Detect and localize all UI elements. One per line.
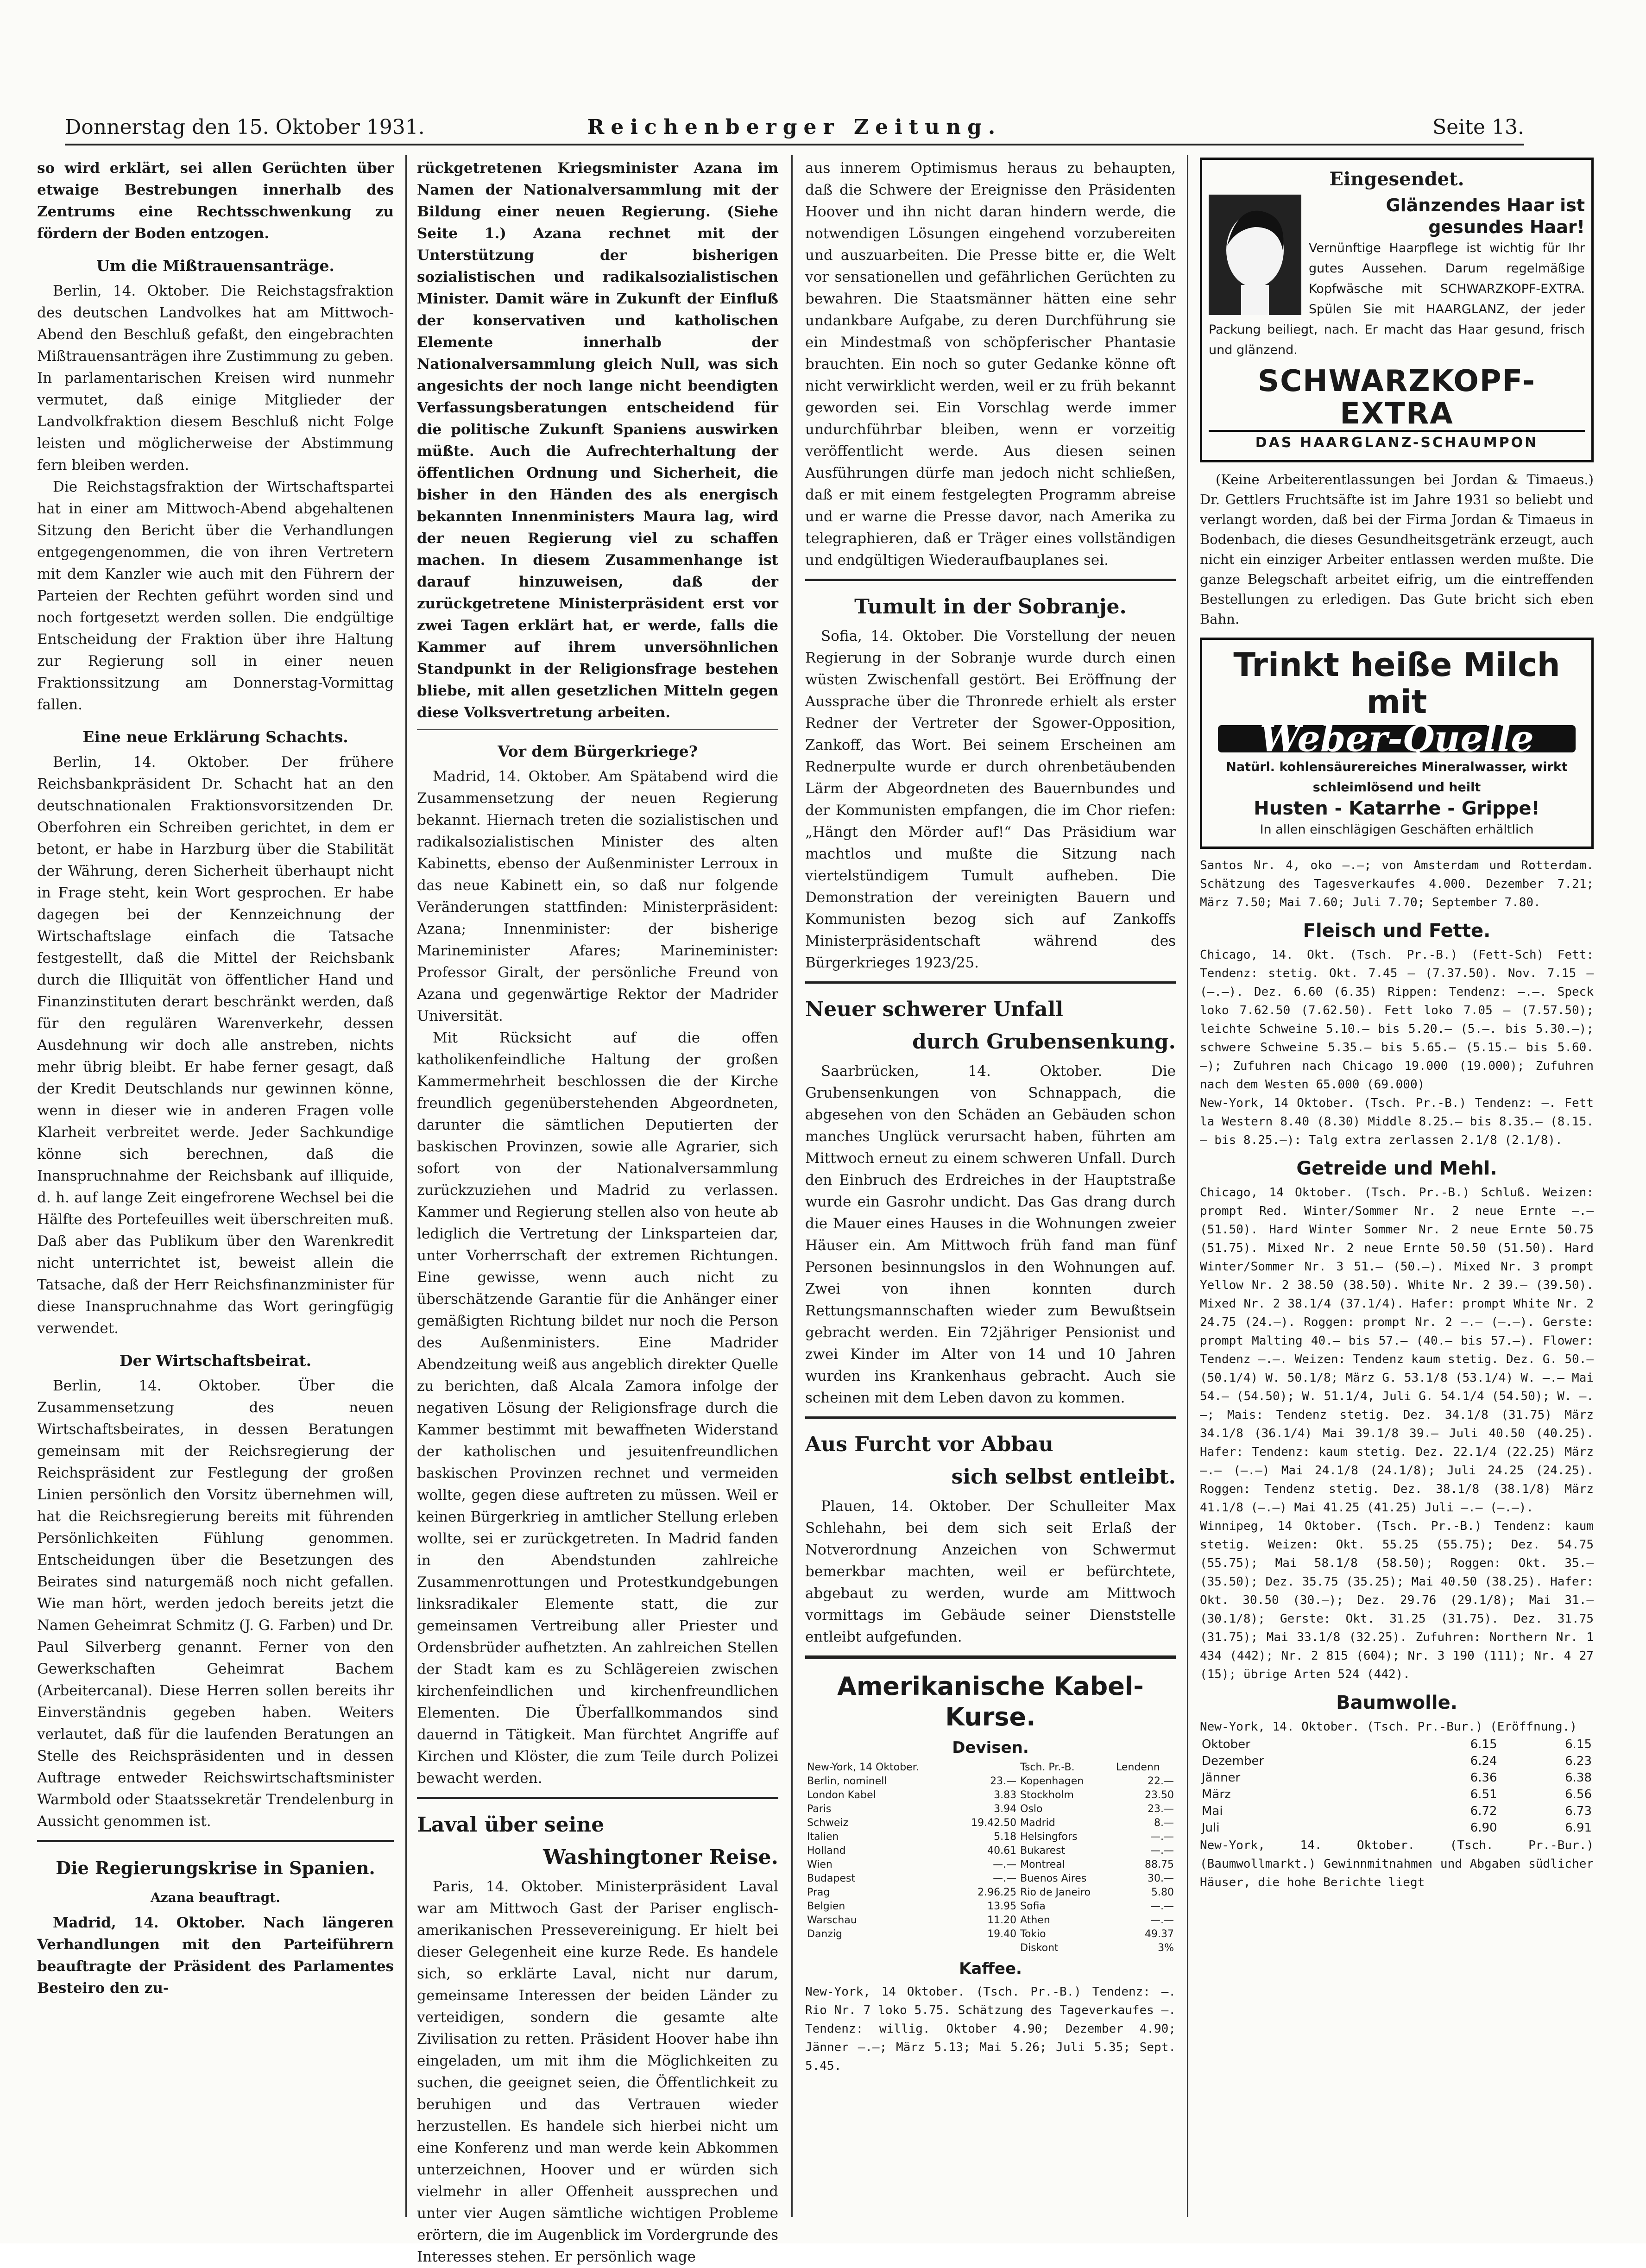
headline-abbau-1: Aus Furcht vor Abbau bbox=[805, 1433, 1053, 1456]
cell: 5.80 bbox=[1151, 1887, 1174, 1898]
section-baumwolle: Baumwolle. bbox=[1336, 1692, 1457, 1713]
cell bbox=[955, 1941, 1018, 1955]
cell: Juli bbox=[1202, 1821, 1220, 1835]
baumwolle-table bbox=[1200, 1736, 1594, 1836]
cell: 6.72 bbox=[1470, 1804, 1497, 1818]
table-row bbox=[805, 1941, 1176, 1955]
headline-laval-1: Laval über seine bbox=[417, 1813, 605, 1837]
cell: 6.56 bbox=[1565, 1788, 1592, 1801]
table-row bbox=[805, 1858, 1176, 1872]
market-report: Winnipeg, 14 Oktober. (Tsch. Pr.-B.) Tendenz: kaum stetig. Weizen: Okt. 55.25 (55.75); Dez. 54.75 (55.75); Mai 58.1/8 (58.50); Roggen: Okt. 35.— (35.50); Dez. 35.75 (35.25); Mai 40.50 (38.25). Hafer: Okt. 30.50 (30.—); Dez. 29.76 (29.1/8); Mai 31.— (30.1/8); Gerste: Okt. 31.25 (31.75). Dez. 31.75 (31.75); Mai 33.1/8 (32.25). Zufuhren: Northern Nr. 1 434 (442); Nr. 2 815 (604); Nr. 3 190 (111); Nr. 4 27 (15); übrige Arten 524 (442). bbox=[1200, 1519, 1594, 1681]
headline-wirtschaftsbeirat: Der Wirtschaftsbeirat. bbox=[119, 1352, 312, 1370]
cell: Schweiz bbox=[807, 1817, 849, 1829]
ad-label: Eingesendet. bbox=[1329, 168, 1464, 190]
paragraph: Berlin, 14. Oktober. Der frühere Reichsbankpräsident Dr. Schacht hat an den deutschnationalen Fraktionsvorsitzenden Dr. Oberfohren ein Schreiben gerichtet, in dem er betont, er habe in Harzburg über die Stabilität der Währung, deren Sicherheit überhaupt nicht in Frage steht, kein Wort gesprochen. Er habe dagegen bei der Kennzeichnung der Wirtschaftslage einfach die Tatsache festgestellt, daß die Mittel der Reichsbank durch die Illiquität von öffentlicher Hand und Finanzinstituten derart beschränkt werden, daß für den regulären Warenverkehr, dessen Ausdehnung wir doch alle anstreben, nichts mehr übrig bleibt. Er habe ferner gesagt, daß der Kredit Deutschlands nur gewinnen könne, wenn in dieser wie in anderen Fragen volle Klarheit verbreitet werde. Jeder Sachkundige könne sich berechnen, daß die Inanspruchnahme der Reichsbank auf illiquide, d. h. auf lange Zeit eingefrorene Wechsel bei die Hälfte des Portefeuilles weit überschreiten muß. Daß aber das Publikum über den Warenkredit nicht unterrichtet ist, beweist allein die Tatsache, daß der Herr Reichsfinanzminister für diese Inanspruchnahme das Wort geringfügig verwendet. bbox=[37, 754, 394, 1337]
ad-text: Vernünftige Haarpflege ist wichtig für Ihr gutes Aussehen. Darum regelmäßige Kopfwäsche mit SCHWARZKOPF-EXTRA. Spülen Sie mit HAARGLANZ, der jeder Packung beiliegt, nach. Er macht das Haar gesund, frisch und glänzend. bbox=[1209, 241, 1585, 357]
headline-abbau-2: sich selbst entleibt. bbox=[951, 1465, 1176, 1489]
market-report: Chicago, 14. Okt. (Tsch. Pr.-B.) (Fett-Sch) Fett: Tendenz: stetig. Okt. 7.45 — (7.37.50). Nov. 7.15 — (—.—). Dez. 6.60 (6.35) Rippen: Tendenz: —.—. Speck loko 7.62.50 (7.62.50). Fett loko 7.05 — (7.57.50); leichte Schweine 5.10.— bis 5.20.— (5.—. bis 5.30.—); schwere Schweine 5.35.— bis 5.65.— (5.15.— bis 5.60.—); Zufuhren nach Chicago 19.000 (19.000); Zufuhren nach dem Westen 65.000 (69.000) bbox=[1200, 948, 1594, 1092]
ad-schwarzkopf bbox=[1200, 158, 1594, 462]
column-divider bbox=[1187, 155, 1188, 2217]
ad-headline: Trinkt heiße Milch mit bbox=[1233, 646, 1560, 721]
cell: Wien bbox=[807, 1859, 832, 1870]
market-report: New-York, 14. Oktober. (Tsch. Pr.-Bur.) (Eröffnung.) bbox=[1200, 1720, 1577, 1734]
cell: —.— bbox=[1150, 1831, 1174, 1843]
divider bbox=[805, 1655, 1176, 1659]
ad-brand: Weber-Quelle bbox=[1218, 725, 1576, 752]
table-row bbox=[805, 1844, 1176, 1858]
cell: 22.— bbox=[1148, 1775, 1174, 1787]
cell: Italien bbox=[807, 1831, 839, 1843]
divider bbox=[805, 1416, 1176, 1419]
cell: Kopenhagen bbox=[1020, 1775, 1084, 1787]
market-report: Santos Nr. 4, oko —.—; von Amsterdam und Rotterdam. Schätzung des Tagesverkaufes 4.000. Dezember 7.21; März 7.50; Mai 7.60; Juli 7.70; September 7.80. bbox=[1200, 859, 1594, 910]
column-3 bbox=[805, 158, 1176, 2215]
cell: —.— bbox=[993, 1859, 1017, 1870]
newspaper-title: Reichenberger Zeitung. bbox=[587, 115, 1002, 139]
headline-unfall-2: durch Grubensenkung. bbox=[912, 1030, 1176, 1054]
cell: Athen bbox=[1020, 1914, 1050, 1926]
headline-sobranje: Tumult in der Sobranje. bbox=[854, 595, 1127, 619]
cell: Prag bbox=[807, 1887, 830, 1898]
table-row bbox=[805, 1872, 1176, 1886]
table-header bbox=[805, 1761, 1176, 1775]
devisen-table bbox=[805, 1761, 1176, 1955]
ad-text: In allen einschlägigen Geschäften erhältlich bbox=[1260, 822, 1534, 837]
cell: Warschau bbox=[807, 1914, 857, 1926]
headline-schacht: Eine neue Erklärung Schachts. bbox=[82, 728, 348, 746]
paragraph: Paris, 14. Oktober. Ministerpräsident Laval war am Mittwoch Gast der Pariser englisch-amerikanischen Pressevereinigung. Er hielt bei dieser Gelegenheit eine kurze Rede. Es handele sich, so erklärte Laval, nicht nur darum, gemeinsame Interessen der beiden Länder zu verteidigen, sondern die gesamte alte Zivilisation zu retten. Präsident Hoover habe ihn eingeladen, um mit ihm die Möglichkeiten zu suchen, die geeignet seien, die Öffentlichkeit zu beruhigen und das Vertrauen wieder herzustellen. Es handele sich hierbei nicht um eine Konferenz und man werde kein Abkommen unterzeichnen, Hoover und er würden sich vielmehr in aller Offenheit aussprechen und unter vier Augen sämtliche wichtigen Probleme erörtern, die im Augenblick im Vordergrunde des Interesses stehen. Er persönlich wage bbox=[417, 1878, 778, 2265]
table-row bbox=[1200, 1803, 1594, 1819]
cell: 19.40 bbox=[987, 1928, 1017, 1940]
cell: 2.96.25 bbox=[978, 1887, 1017, 1898]
cell: 3.83 bbox=[994, 1789, 1017, 1801]
paragraph: (Keine Arbeiterentlassungen bei Jordan & Timaeus.) Dr. Gettlers Fruchtsäfte ist im Jahre 1931 so beliebt und verlangt worden, daß bei der Firma Jordan & Timaeus in Bodenbach, die dieses Gesundheitsgetränk erzeugt, auch nicht ein einziger Arbeiter entlassen werden mußte. Die ganze Belegschaft arbeitet eifrig, um die eintreffenden Bestellungen zu erledigen. Das Gute bricht sich eben Bahn. bbox=[1200, 472, 1594, 627]
cell: Berlin, nominell bbox=[807, 1775, 887, 1787]
cell: 13.95 bbox=[987, 1901, 1017, 1912]
cell: 6.73 bbox=[1565, 1804, 1592, 1818]
section-devisen: Devisen. bbox=[952, 1738, 1029, 1757]
paragraph: Plauen, 14. Oktober. Der Schulleiter Max Schlehahn, bei dem sich seit Erlaß der Notverordnung Anzeichen von Schwermut bemerkbar machten, weil er befürchtete, abgebaut zu werden, wurde am Mittwoch vormittags im Gebäude seiner Dienststelle entleibt aufgefunden. bbox=[805, 1498, 1176, 1645]
table-row bbox=[1200, 1819, 1594, 1836]
cell: März bbox=[1202, 1788, 1231, 1801]
market-report: Chicago, 14 Oktober. (Tsch. Pr.-B.) Schluß. Weizen: prompt Red. Winter/Sommer Nr. 2 neue Ernte —.— (51.50). Hard Winter Sommer Nr. 2 neue Ernte 50.75 (51.75). Mixed Nr. 2 neue Ernte 50.50 (51.50). Hard Winter/Sommer Nr. 3 51.— (50.—). Mixed Nr. 3 prompt Yellow Nr. 2 38.50 (38.50). White Nr. 2 39.— (39.50). Mixed Nr. 2 38.1/4 (37.1/4). Hafer: prompt White Nr. 2 24.75 (24.—). Roggen: prompt Nr. 2 —.— (—.—). Gerste: prompt Malting 40.— bis 57.— (40.— bis 57.—). Flower: Tendenz —.—. Weizen: Tendenz kaum stetig. Dez. G. 50.— (50.1/4) W. 50.1/8; März G. 53.1/8 (53.1/4) W. —.— Mai 54.— (54.50); W. 51.1/4, Juli G. 54.1/4 (54.50); W. —.—; Mais: Tendenz stetig. Dez. 34.1/8 (31.75) März 34.1/8 (36.1/4) Mai 39.1/8 39.— Juli 40.50 (40.25). Hafer: Tendenz: kaum stetig. Dez. 22.1/4 (22.25) März —.— (—.—) Mai 24.1/8 (24.1/8); Juli 24.25 (24.25). Roggen: Tendenz stetig. Dez. 38.1/8 (38.1/8) März 41.1/8 (—.—) Mai 41.25 (41.25) Juli —.— (—.—). bbox=[1200, 1186, 1594, 1515]
table-row bbox=[1200, 1786, 1594, 1803]
paragraph: Berlin, 14. Oktober. Über die Zusammensetzung des neuen Wirtschaftsbeirates, in dessen Beratungen gemeinsam mit der Reichsregierung der Reichspräsident zur Festlegung der großen Linien persönlich den Vorsitz übernehmen will, hat die Reichsregierung bereits mit führenden Persönlichkeiten Fühlung genommen. Entscheidungen über die Besetzungen des Beirates sind naturgemäß noch nicht gefallen. Wie man hört, werden jedoch bereits jetzt die Namen Geheimrat Schmitz (J. G. Farben) und Dr. Paul Silverberg genannt. Ferner von den Gewerkschaften Geheimrat Bachem (Arbeitercanal). Diese Herren sollen bereits ihr Einverständnis gegeben haben. Weiters verlautet, daß für die laufenden Beratungen an Stelle des Reichspräsidenten und in dessen Auftrage entweder Reichswirtschaftsminister Warmbold oder Staatssekretär Trendelenburg in Aussicht genommen ist. bbox=[37, 1377, 394, 1830]
cell: Budapest bbox=[807, 1873, 856, 1884]
table-row bbox=[1200, 1736, 1594, 1753]
cell: Diskont bbox=[1020, 1942, 1059, 1954]
table-row bbox=[805, 1830, 1176, 1844]
page-number: Seite 13. bbox=[1432, 115, 1524, 139]
header-date: Donnerstag den 15. Oktober 1931. bbox=[65, 115, 425, 139]
divider bbox=[417, 729, 778, 730]
headline-spanien: Die Regierungskrise in Spanien. bbox=[56, 1857, 375, 1878]
ad-headline: Glänzendes Haar ist gesundes Haar! bbox=[1386, 195, 1585, 237]
paragraph: Mit Rücksicht auf die offen katholikenfeindliche Haltung der großen Kammermehrheit beschlossen die der Kirche freundlich gegenüberstehenden Abgeordneten, darunter die sämtlichen Deputierten der baskischen Provinzen, sowie alle Agrarier, sich sofort von der Nationalversammlung zurückzuziehen und Madrid zu verlassen. Kammer und Regierung stellen also von heute ab lediglich die Vertretung der Linksparteien dar, unter Vorherrschaft der extremen Richtungen. Eine gewisse, wenn auch nicht zu überschätzende Garantie für die Anhänger einer gemäßigten Richtung bildet nur noch die Person des Außenministers. Eine Madrider Abendzeitung weiß aus angeblich direkter Quelle zu berichten, daß Alcala Zamora infolge der negativen Lösung der Religionsfrage durch die Kammer bestimmt mit bewaffneten Widerstand der katholischen und jesuitenfreundlichen baskischen Provinzen rechnet und vermeiden wollte, gegen diese auftreten zu müssen. Weil er keinen Bürgerkrieg in amtlicher Stellung erleben wollte, sei er zurückgetreten. In Madrid fanden in den Abendstunden zahlreiche Zusammenrottungen und Protestkundgebungen linksradikaler Elemente statt, die zur gemeinsamen Vertreibung aller Priester und Ordensbrüder aufhetzten. An zahlreichen Stellen der Stadt kam es zu Schlägereien zwischen kirchenfeindlichen und kirchenfreundlichen Elementen. Die Überfallkommandos sind dauernd in Tätigkeit. Man fürchtet Angriffe auf Kirchen und Klöster, die zum Teile durch Polizei bewacht werden. bbox=[417, 1030, 778, 1787]
cell: 6.23 bbox=[1565, 1754, 1592, 1768]
cell: 6.90 bbox=[1470, 1821, 1497, 1835]
cell: 5.18 bbox=[994, 1831, 1017, 1843]
table-row bbox=[805, 1927, 1176, 1941]
cell: 30.— bbox=[1148, 1873, 1174, 1884]
cell: Dezember bbox=[1202, 1754, 1264, 1768]
cell: 6.38 bbox=[1565, 1771, 1592, 1785]
paragraph: Madrid, 14. Oktober. Nach längeren Verhandlungen mit den Parteiführern beauftragte der Präsident des Parlamentes Besteiro den zu- bbox=[37, 1914, 394, 1996]
col-header: Lendenn bbox=[1116, 1762, 1160, 1773]
cell: Helsingfors bbox=[1020, 1831, 1078, 1843]
paragraph: Saarbrücken, 14. Oktober. Die Grubensenkungen von Schnappach, die abgesehen von den Schäden an Gebäuden schon manches Unglück verursacht haben, führten am Mittwoch erneut zu einem schweren Unfall. Durch den Einbruch des Erdreiches in der Hauptstraße wurde ein Gasrohr undicht. Das Gas drang durch die Mauer eines Hauses in die Wohnungen zweier Häuser ein. Am Mittwoch früh fand man fünf Personen besinnungslos in den Wohnungen auf. Zwei von ihnen konnten durch Rettungsmannschaften wieder zum Bewußtsein gebracht werden. Ein 72jähriger Pensionist und zwei Kinder im Alter von 14 und 10 Jahren wurden ins Krankenhaus gebracht. Auch sie scheinen mit dem Leben davon zu kommen. bbox=[805, 1063, 1176, 1406]
cell: Danzig bbox=[807, 1928, 842, 1940]
cell: 40.61 bbox=[987, 1845, 1017, 1857]
cell: 6.91 bbox=[1565, 1821, 1592, 1835]
table-row bbox=[805, 1816, 1176, 1830]
page-header bbox=[65, 111, 1524, 145]
cell: 19.42.50 bbox=[971, 1817, 1017, 1829]
cell: Oslo bbox=[1020, 1803, 1043, 1815]
ad-slogan: Husten - Katarrhe - Grippe! bbox=[1254, 798, 1540, 819]
cell: Stockholm bbox=[1020, 1789, 1074, 1801]
ad-subtitle: DAS HAARGLANZ-SCHAUMPON bbox=[1209, 430, 1585, 454]
table-row bbox=[805, 1886, 1176, 1900]
table-row bbox=[805, 1788, 1176, 1802]
paragraph: so wird erklärt, sei allen Gerüchten über etwaige Bestrebungen innerhalb des Zentrums eine Rechtsschwenkung zu fördern der Boden entzogen. bbox=[37, 160, 394, 242]
market-report: New-York, 14 Oktober. (Tsch. Pr.-B.) Tendenz: —. Fett la Western 8.40 (8.30) Middle 8.25.— bis 8.35.— (8.15.— bis 8.25.—): Talg extra zerlassen 2.1/8 (2.1/8). bbox=[1200, 1096, 1594, 1147]
paragraph: Madrid, 14. Oktober. Am Spätabend wird die Zusammensetzung der neuen Regierung bekannt. Hiernach treten die sozialistischen und radikalsozialistischen Minister des alten Kabinetts, ebenso der Außenminister Lerroux in das neue Kabinett ein, so daß nur folgende Veränderungen stattfinden: Ministerpräsident: Azana; Innenminister: der bisherige Marineminister Afares; Marineminister: Professor Giralt, der persönliche Freund von Azana und gegenwärtige Rektor der Madrider Universität. bbox=[417, 768, 778, 1024]
cell: 6.15 bbox=[1470, 1737, 1497, 1751]
headline-unfall-1: Neuer schwerer Unfall bbox=[805, 998, 1064, 1021]
cell: 88.75 bbox=[1145, 1859, 1174, 1870]
headline-buergerkrieg: Vor dem Bürgerkriege? bbox=[498, 742, 698, 760]
cell: Paris bbox=[807, 1803, 832, 1815]
cell: Montreal bbox=[1020, 1859, 1065, 1870]
cell: 6.24 bbox=[1470, 1754, 1497, 1768]
ad-text: Natürl. kohlensäurereiches Mineralwasser, wirkt schleimlösend und heilt bbox=[1226, 760, 1568, 795]
cell: —.— bbox=[993, 1873, 1017, 1884]
paragraph: rückgetretenen Kriegsminister Azana im Namen der Nationalversammlung mit der Bildung einer neuen Regierung. (Siehe Seite 1.) Azana rechnet mit der Unterstützung der bisherigen sozialistischen und radikalsozialistischen Minister. Damit wäre in Zukunft der Einfluß der konservativen und katholischen Elemente innerhalb der Nationalversammlung gleich Null, was sich angesichts der noch lange nicht beendigten Verfassungsberatungen entscheidend für die politische Zukunft Spaniens auswirken müßte. Auch die Aufrechterhaltung der öffentlichen Ordnung und Sicherheit, die bisher in den Händen des als energisch bekannten Innenministers Maura lag, wird der neuen Regierung viel zu schaffen machen. In diesem Zusammenhange ist darauf hinzuweisen, daß der zurückgetretene Ministerpräsident erst vor zwei Tagen erklärt hat, er werde, falls die Kammer auf ihrem unversöhnlichen Standpunkt in der Religionsfrage bestehen bliebe, mit allen gesetzlichen Mitteln gegen diese Volksvertretung arbeiten. bbox=[417, 160, 778, 721]
cell: Sofia bbox=[1020, 1901, 1046, 1912]
cell: Buenos Aires bbox=[1020, 1873, 1087, 1884]
table-row bbox=[805, 1775, 1176, 1788]
portrait-icon bbox=[1209, 195, 1301, 315]
table-row bbox=[805, 1802, 1176, 1816]
column-divider bbox=[405, 155, 407, 2217]
paragraph: Berlin, 14. Oktober. Die Reichstagsfraktion des deutschen Landvolkes hat am Mittwoch-Abend den Beschluß gefaßt, den eingebrachten Mißtrauensanträgen ihre Zustimmung zu geben. In parlamentarischen Kreisen wird nunmehr vermutet, daß einige Mitglieder der Landvolkfraktion diesem Beschluß nicht Folge leisten und möglicherweise der Abstimmung fern bleiben werden. bbox=[37, 283, 394, 474]
cell: 6.15 bbox=[1565, 1737, 1592, 1751]
cell: Tokio bbox=[1020, 1928, 1046, 1940]
headline-laval-2: Washingtoner Reise. bbox=[543, 1845, 778, 1869]
column-4 bbox=[1200, 158, 1594, 2215]
paragraph: aus innerem Optimismus heraus zu behaupten, daß die Schwere der Ereignisse den Präsidenten Hoover und ihn nicht daran hindern werde, die notwendigen Lösungen eingehend vorzubereiten und auszuarbeiten. Die Presse bitte er, die Welt vor sensationellen und gefährlichen Gerüchten zu bewahren. Die Staatsmänner hätten eine sehr undankbare Aufgabe, zu deren Durchführung sie ein Mindestmaß von schöpferischer Phantasie brauchten. Ein noch so guter Gedanke könne oft nicht verwirklicht werden, weil er zu früh bekannt geworden sei. Ein Vorschlag werde immer undurchführbar bleiben, wenn er vorzeitig veröffentlicht werde. Aus diesen seinen Ausführungen dürfe man jedoch nicht schließen, daß er mit einem festgelegten Programm abreise und er warne die Presse davor, nach Amerika zu telegraphieren, daß er Träger eines vollständigen und endgültigen Wiederaufbauplanes sei. bbox=[805, 160, 1176, 569]
cell: 23.— bbox=[990, 1775, 1017, 1787]
cell: 11.20 bbox=[987, 1914, 1017, 1926]
cell: —.— bbox=[1150, 1901, 1174, 1912]
paragraph: Die Reichstagsfraktion der Wirtschaftspartei hat in einer am Mittwoch-Abend abgehaltenen Sitzung den Bericht über die Verhandlungen entgegengenommen, die von ihren Vertretern mit dem Kanzler wie auch mit den Führern der Parteien der Rechten geführt worden sind und noch fortgesetzt werden sollen. Die endgültige Entscheidung der Fraktion über ihre Haltung zur Regierung soll in einer neuen Fraktionssitzung am Donnerstag-Vormittag fallen. bbox=[37, 479, 394, 713]
section-fleisch: Fleisch und Fette. bbox=[1303, 920, 1491, 941]
divider bbox=[37, 1840, 394, 1842]
cell: —.— bbox=[1150, 1914, 1174, 1926]
cell: 3% bbox=[1158, 1942, 1174, 1954]
cell: —.— bbox=[1150, 1845, 1174, 1857]
divider bbox=[417, 1797, 778, 1799]
section-kaffee: Kaffee. bbox=[959, 1959, 1022, 1978]
cell: Madrid bbox=[1020, 1817, 1055, 1829]
cell: Holland bbox=[807, 1845, 846, 1857]
table-row bbox=[805, 1900, 1176, 1914]
market-report: New-York, 14. Oktober. (Tsch. Pr.-Bur.) (Baumwollmarkt.) Gewinnmitnahmen und Abgaben südlicher Häuser, die hohe Berichte liegt bbox=[1200, 1838, 1594, 1889]
headline-kabelkurse: Amerikanische Kabel-Kurse. bbox=[837, 1672, 1144, 1731]
paragraph: Sofia, 14. Oktober. Die Vorstellung der neuen Regierung in der Sobranje wurde durch einen wüsten Zwischenfall gestört. Bei Eröffnung der Aussprache über die Thronrede erhielt als erster Redner der Vertreter der Sgower-Opposition, Zankoff, das Wort. Bei seinem Erscheinen am Rednerpulte wurde er durch ohrenbetäubenden Lärm der Abgeordneten des Bauernbundes und der Kommunisten empfangen, die im Chor riefen: „Hängt den Mörder auf!“ Das Präsidium war machtlos und mußte die Sitzung nach viertelstündigem Tumult aufheben. Die Demonstration der vereinigten Bauern und Kommunisten bezog sich auf Zankoffs Ministerpräsidentschaft während des Bürgerkrieges 1923/25. bbox=[805, 628, 1176, 971]
column-divider bbox=[791, 155, 793, 2217]
col-header: New-York, 14 Oktober. bbox=[807, 1762, 919, 1773]
ad-weber-quelle bbox=[1200, 638, 1594, 849]
cell: 23.— bbox=[1148, 1803, 1174, 1815]
ad-brand: SCHWARZKOPF-EXTRA bbox=[1258, 364, 1536, 431]
table-row bbox=[1200, 1753, 1594, 1769]
column-1 bbox=[37, 158, 394, 2215]
market-report: New-York, 14 Oktober. (Tsch. Pr.-B.) Tendenz: —. Rio Nr. 7 loko 5.75. Schätzung des Tageverkaufes —. Tendenz: willig. Oktober 4.90; Dezember 4.90; Jänner —.—; März 5.13; Mai 5.26; Juli 5.35; Sept. 5.45. bbox=[805, 1985, 1176, 2073]
cell: 8.— bbox=[1154, 1817, 1174, 1829]
table-row bbox=[1200, 1769, 1594, 1786]
cell: 3.94 bbox=[994, 1803, 1017, 1815]
cell: London Kabel bbox=[807, 1789, 876, 1801]
cell: 23.50 bbox=[1145, 1789, 1174, 1801]
cell bbox=[805, 1941, 955, 1955]
section-getreide: Getreide und Mehl. bbox=[1296, 1158, 1497, 1179]
cell: 49.37 bbox=[1145, 1928, 1174, 1940]
column-2 bbox=[417, 158, 778, 2265]
cell: Jänner bbox=[1202, 1771, 1241, 1785]
cell: Oktober bbox=[1202, 1737, 1250, 1751]
divider bbox=[805, 981, 1176, 984]
cell: Rio de Janeiro bbox=[1020, 1887, 1091, 1898]
divider bbox=[805, 579, 1176, 581]
headline-misstrauen: Um die Mißtrauensanträge. bbox=[96, 257, 334, 275]
cell: 6.51 bbox=[1470, 1788, 1497, 1801]
subheadline-azana: Azana beauftragt. bbox=[150, 1890, 281, 1905]
cell: Belgien bbox=[807, 1901, 845, 1912]
table-row bbox=[805, 1914, 1176, 1927]
cell: 6.36 bbox=[1470, 1771, 1497, 1785]
col-header: Tsch. Pr.-B. bbox=[1020, 1762, 1075, 1773]
cell: Bukarest bbox=[1020, 1845, 1066, 1857]
cell: Mai bbox=[1202, 1804, 1223, 1818]
